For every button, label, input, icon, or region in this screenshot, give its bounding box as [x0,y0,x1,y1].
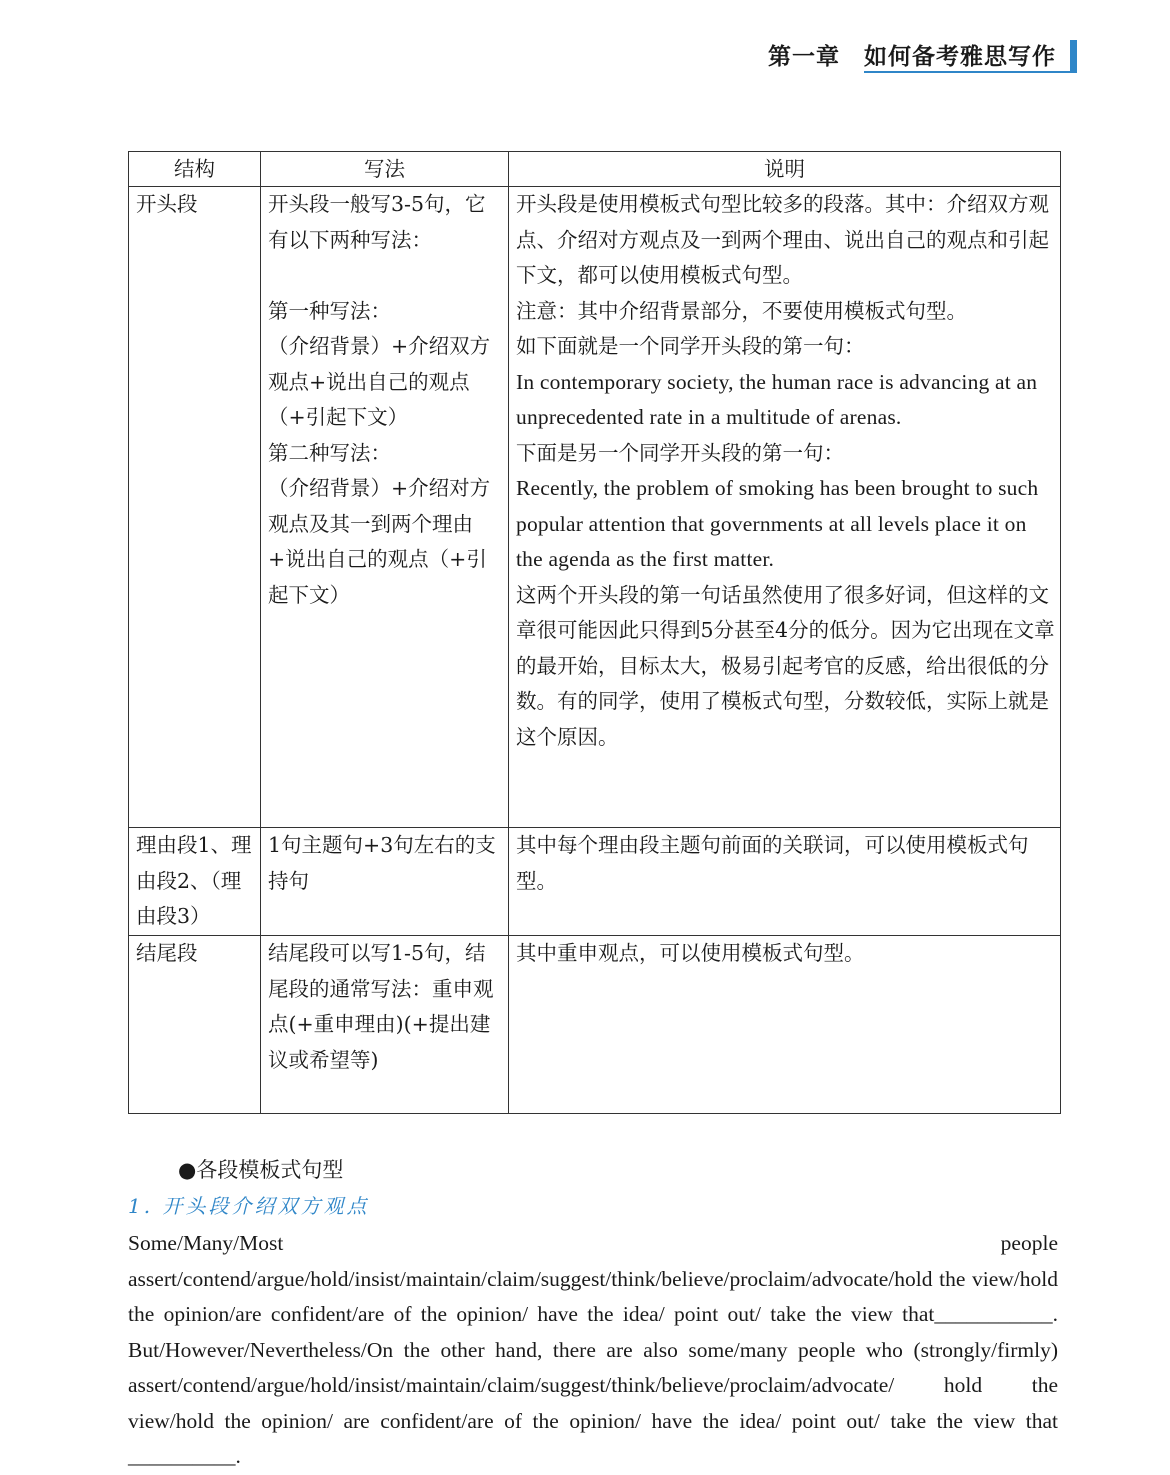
row-method-conclusion: 结尾段可以写1-5句，结尾段的通常写法：重申观点(+重申理由)(+提出建议或希望等) [261,936,509,1114]
method-blank-line [268,258,503,294]
row-explanation-conclusion: 其中重申观点，可以使用模板式句型。 [509,936,1061,1114]
row-structure-conclusion: 结尾段 [129,936,261,1114]
row-method-opening [261,187,509,828]
row-method-reasons: 1句主题句+3句左右的支持句 [261,828,509,936]
essay-structure-table [128,151,1061,1114]
row-structure-reasons: 理由段1、理由段2、（理由段3） [129,828,261,936]
table-header-row [129,152,1061,187]
header-explanation: 说明 [509,152,1061,187]
template-paragraph: Some/Many/Most people assert/contend/argue/hold/insist/maintain/claim/suggest/think/believe/proclaim/advocate/hold the view/hold the opinion/are confident/are of the opinion/ have the idea/ point out/ take the view that___________. But/However/Nevertheless/On the other hand, there are also some/many people who (strongly/firmly) assert/contend/argue/hold/insist/maintain/claim/suggest/think/believe/proclaim/advocate/ hold the view/hold the opinion/ are confident/are of the opinion/ have the idea/ point out/ take the view that __________. [128,1231,1058,1468]
running-header [760,36,1078,74]
row-structure-opening: 开头段 [129,187,261,828]
bullet-heading: ●各段模板式句型 [178,1158,344,1182]
explanation-part: 开头段是使用模板式句型比较多的段落。其中：介绍双方观点、介绍对方观点及一到两个理由、说出自己的观点和引起下文，都可以使用模板式句型。 [516,192,1049,287]
row-explanation-opening [509,187,1061,828]
chapter-label: 第一章 [768,43,840,70]
explanation-part: 下面是另一个同学开头段的第一句： [516,440,844,465]
row-explanation-reasons: 其中每个理由段主题句前面的关联词，可以使用模板式句型。 [509,828,1061,936]
header-accent-bar [1070,40,1077,73]
header-structure: 结构 [129,152,261,187]
header-method: 写法 [261,152,509,187]
explanation-part: 这两个开头段的第一句话虽然使用了很多好词，但这样的文章很可能因此只得到5分甚至4分的低分。因为它出现在文章的最开始，目标太大，极易引起考官的反感，给出很低的分数。有的同学，使用了模板式句型，分数较低，实际上就是这个原因。 [516,582,1055,749]
explanation-part: 注意：其中介绍背景部分，不要使用模板式句型。 [516,298,967,323]
method-line: （介绍背景）+介绍双方观点+说出自己的观点（+引起下文） [268,334,491,429]
table-row [129,828,1061,936]
example-sentence: Recently, the problem of smoking has been brought to such popular attention that governments at all levels place it on the agenda as the first matter. [516,476,1039,571]
method-line: 开头段一般写3-5句，它有以下两种写法： [268,192,486,252]
method-line: 第二种写法： [268,440,391,465]
table-row [129,936,1061,1114]
explanation-part: 如下面就是一个同学开头段的第一句： [516,334,865,358]
example-sentence: In contemporary society, the human race is advancing at an unprecedented rate in a multitude of arenas. [516,369,1038,429]
chapter-title: 如何备考雅思写作 [864,43,1056,70]
header-underline [864,71,1072,73]
method-line: （介绍背景）+介绍对方观点及其一到两个理由+说出自己的观点（+引起下文） [268,476,491,607]
method-line: 第一种写法： [268,298,391,323]
table-row [129,187,1061,828]
section-heading: 1. 开头段介绍双方观点 [128,1194,370,1218]
